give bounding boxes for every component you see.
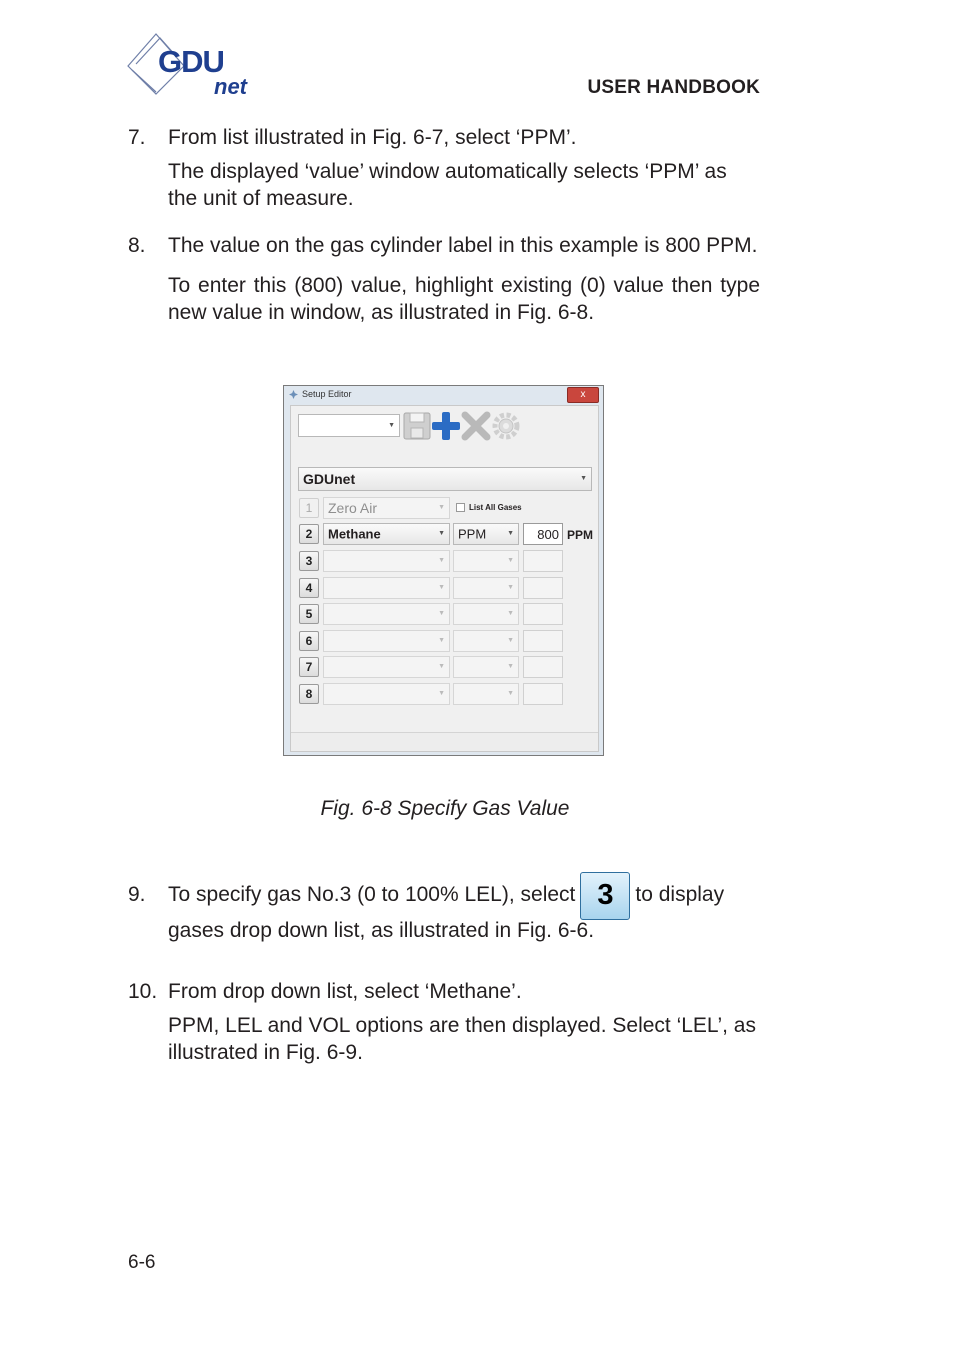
chevron-down-icon: ▼ [388, 421, 395, 429]
gas-row-button-1[interactable]: 1 [299, 498, 319, 518]
chevron-down-icon: ▼ [507, 610, 514, 617]
close-button[interactable] [567, 387, 599, 403]
window-title: Setup Editor [302, 389, 352, 399]
chevron-down-icon: ▼ [507, 637, 514, 644]
gas-row-button-7[interactable]: 7 [299, 657, 319, 677]
unit-select-7[interactable] [453, 656, 519, 678]
gas-select-5[interactable] [323, 603, 450, 625]
list-all-gases-checkbox[interactable] [456, 503, 465, 512]
chevron-down-icon: ▼ [507, 557, 514, 564]
figure-caption: Fig. 6-8 Specify Gas Value [320, 797, 570, 820]
gas-value-input-3[interactable] [523, 550, 563, 572]
port-select[interactable] [298, 414, 400, 437]
chevron-down-icon: ▼ [438, 610, 445, 617]
logo-subtext: net [214, 74, 247, 99]
chevron-down-icon: ▼ [438, 584, 445, 591]
gas-value-input-8[interactable] [523, 683, 563, 705]
step-10 [128, 978, 760, 1066]
save-icon[interactable] [402, 410, 432, 442]
list-all-gases-label: List All Gases [469, 503, 522, 512]
close-icon: x [580, 389, 586, 400]
chevron-down-icon: ▼ [580, 475, 587, 482]
step-instruction-end: to display gases drop down list, as illustrated in Fig. 6-6. [168, 883, 725, 942]
device-select[interactable] [298, 467, 592, 491]
step-note: PPM, LEL and VOL options are then displayed. Select ‘LEL’, as illustrated in Fig. 6-9. [168, 1014, 756, 1064]
chevron-down-icon: ▼ [507, 663, 514, 670]
gas-row-button-5[interactable]: 5 [299, 604, 319, 624]
device-name: GDUnet [303, 471, 356, 487]
step-number: 8. [128, 234, 146, 257]
unit-label: PPM [567, 528, 594, 542]
settings-icon[interactable] [491, 410, 521, 442]
gas-name: Zero Air [328, 500, 378, 516]
step-number: 7. [128, 126, 146, 149]
step-instruction: From list illustrated in Fig. 6-7, select ‘PPM’. [168, 126, 577, 149]
gas-value-input-2[interactable] [523, 523, 563, 545]
step-number: 10. [128, 980, 158, 1003]
chevron-down-icon: ▼ [438, 557, 445, 564]
add-icon[interactable] [431, 410, 461, 442]
chevron-down-icon: ▼ [507, 584, 514, 591]
unit-select-4[interactable] [453, 577, 519, 599]
gas-value: 800 [537, 527, 559, 542]
gas-name: Methane [328, 526, 381, 542]
gas-row-button-2[interactable]: 2 [299, 524, 319, 544]
gas-row-button-8[interactable]: 8 [299, 684, 319, 704]
unit-select-3[interactable] [453, 550, 519, 572]
step-8 [128, 232, 760, 326]
unit-value: PPM [458, 526, 487, 542]
step-instruction: From drop down list, select ‘Methane’. [168, 980, 522, 1003]
gas-value-input-6[interactable] [523, 630, 563, 652]
chevron-down-icon: ▼ [438, 530, 445, 537]
status-bar [291, 732, 598, 751]
chevron-down-icon: ▼ [438, 690, 445, 697]
step-9 [128, 877, 760, 949]
unit-select-5[interactable] [453, 603, 519, 625]
gas-row-button-3[interactable]: 3 [299, 551, 319, 571]
chevron-down-icon: ▼ [438, 637, 445, 644]
gas-select-8[interactable] [323, 683, 450, 705]
step-instruction-start: To specify gas No.3 (0 to 100% LEL), select [168, 883, 576, 906]
app-icon [289, 390, 298, 399]
unit-select-6[interactable] [453, 630, 519, 652]
unit-select-2[interactable] [453, 523, 519, 545]
step-instruction: The value on the gas cylinder label in this example is 800 PPM. [168, 234, 758, 257]
gdunet-logo [126, 32, 266, 102]
gas-3-button: 3 [580, 872, 630, 920]
chevron-down-icon: ▼ [507, 690, 514, 697]
unit-select-8[interactable] [453, 683, 519, 705]
chevron-down-icon: ▼ [438, 663, 445, 670]
gas-row-button-6[interactable]: 6 [299, 631, 319, 651]
step-note: The displayed ‘value’ window automatically selects ‘PPM’ as the unit of measure. [168, 160, 727, 210]
gas-value-input-5[interactable] [523, 603, 563, 625]
delete-icon[interactable] [461, 410, 491, 442]
chevron-down-icon: ▼ [438, 504, 445, 511]
gas-row-button-4[interactable]: 4 [299, 578, 319, 598]
gas-select-4[interactable] [323, 577, 450, 599]
window-client-area [290, 405, 599, 752]
logo-text: GDU [158, 44, 224, 79]
gas-select-7[interactable] [323, 656, 450, 678]
setup-editor-window [283, 385, 604, 756]
handbook-title: USER HANDBOOK [587, 77, 760, 98]
step-7 [128, 124, 760, 212]
gas-value-input-7[interactable] [523, 656, 563, 678]
chevron-down-icon: ▼ [507, 530, 514, 537]
page-number: 6-6 [128, 1252, 156, 1273]
gas-select-1[interactable] [323, 497, 450, 519]
gas-value-input-4[interactable] [523, 577, 563, 599]
step-note: To enter this (800) value, highlight existing (0) value then type new value in window, as illustrated in Fig. 6-8. [168, 274, 760, 324]
step-number: 9. [128, 883, 146, 906]
gas-select-2[interactable] [323, 523, 450, 545]
gas-select-6[interactable] [323, 630, 450, 652]
gas-select-3[interactable] [323, 550, 450, 572]
